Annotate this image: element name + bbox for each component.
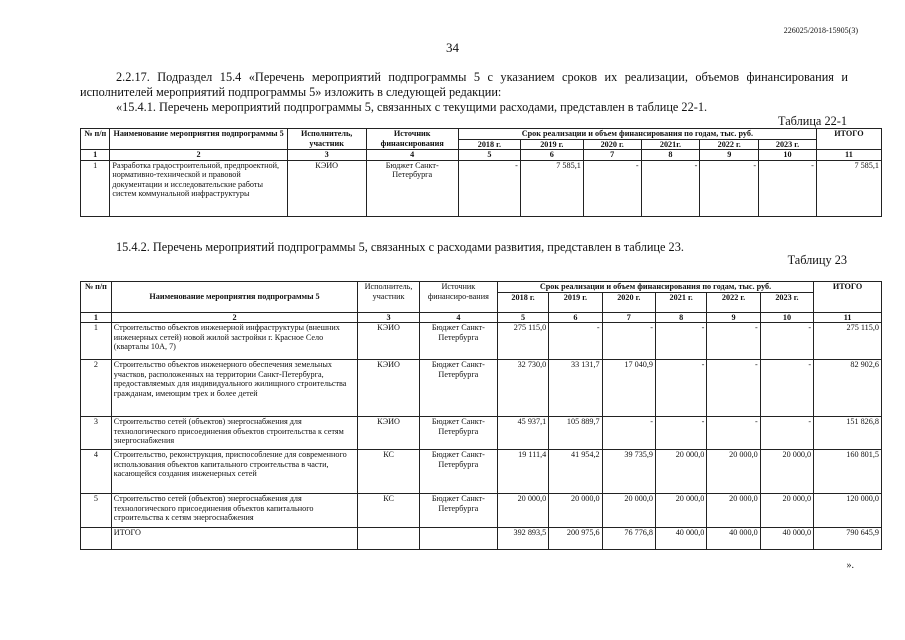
- column-number: 5: [458, 150, 520, 161]
- row-executor: КЭИО: [287, 160, 366, 216]
- row-num: 2: [81, 360, 112, 417]
- column-number: 4: [366, 150, 458, 161]
- row-value: 20 000,0: [656, 450, 707, 494]
- row-value: -: [458, 160, 520, 216]
- row-total: 160 801,5: [814, 450, 882, 494]
- row-value: -: [641, 160, 700, 216]
- table-header-row: [81, 129, 882, 140]
- column-number: 7: [583, 150, 641, 161]
- table-total-row: [81, 528, 882, 550]
- table-22-1: [80, 128, 882, 217]
- row-value: 7 585,1: [520, 160, 583, 216]
- total-label: ИТОГО: [111, 528, 357, 550]
- row-value: 20 000,0: [656, 494, 707, 528]
- row-value: 20 000,0: [760, 494, 813, 528]
- total-value: 40 000,0: [707, 528, 760, 550]
- table-row: [81, 417, 882, 450]
- row-value: 45 937,1: [497, 417, 548, 450]
- row-value: 20 000,0: [497, 494, 548, 528]
- table-23-caption: Таблицу 23: [787, 253, 847, 267]
- header-year: 2022 г.: [707, 292, 760, 312]
- header-executor: Исполнитель, участник: [358, 282, 420, 313]
- column-number: 11: [816, 150, 881, 161]
- row-value: -: [656, 417, 707, 450]
- column-number: 10: [759, 150, 817, 161]
- row-value: -: [656, 323, 707, 360]
- header-year: 2020 г.: [602, 292, 655, 312]
- row-total: 275 115,0: [814, 323, 882, 360]
- column-number: 7: [602, 312, 655, 323]
- row-value: 32 730,0: [497, 360, 548, 417]
- document-id: 226025/2018-15905(3): [783, 26, 858, 35]
- row-value: 20 000,0: [760, 450, 813, 494]
- header-source: Источник финансирования: [366, 129, 458, 150]
- row-num: 5: [81, 494, 112, 528]
- header-year: 2019 г.: [549, 292, 602, 312]
- row-source: Бюджет Санкт-Петербурга: [419, 360, 497, 417]
- row-total: 120 000,0: [814, 494, 882, 528]
- row-value: 275 115,0: [497, 323, 548, 360]
- header-name: Наименование мероприятия подпрограммы 5: [110, 129, 287, 150]
- total-executor: [358, 528, 420, 550]
- header-total: ИТОГО: [816, 129, 881, 150]
- column-number: 9: [707, 312, 760, 323]
- row-name: Строительство сетей (объектов) энергоснабжения для технологического присоединения объектов капитального строительства к сетям энергоснабжения: [111, 494, 357, 528]
- header-num: № п/п: [81, 129, 110, 150]
- row-total: 82 902,6: [814, 360, 882, 417]
- column-number: 11: [814, 312, 882, 323]
- row-value: -: [759, 160, 817, 216]
- row-executor: КС: [358, 494, 420, 528]
- table-row: [81, 323, 882, 360]
- row-value: -: [602, 417, 655, 450]
- row-total: 7 585,1: [816, 160, 881, 216]
- row-value: 33 131,7: [549, 360, 602, 417]
- total-grand: 790 645,9: [814, 528, 882, 550]
- header-year: 2018 г.: [497, 292, 548, 312]
- table-row: [81, 450, 882, 494]
- header-source: Источник финансиро-вания: [419, 282, 497, 313]
- row-name: Строительство объектов инженерного обеспечения земельных участков, расположенных на территории Санкт-Петербурга, предоставляемых для индивидуального жилищного строительства гражданам, имеющим трех и более детей: [111, 360, 357, 417]
- header-year: 2023 г.: [759, 139, 817, 150]
- row-source: Бюджет Санкт-Петербурга: [366, 160, 458, 216]
- table-row: [81, 160, 882, 216]
- row-source: Бюджет Санкт-Петербурга: [419, 450, 497, 494]
- column-number: 9: [700, 150, 759, 161]
- total-value: 200 975,6: [549, 528, 602, 550]
- row-source: Бюджет Санкт-Петербурга: [419, 494, 497, 528]
- column-number-row: [81, 312, 882, 323]
- header-year: 2020 г.: [583, 139, 641, 150]
- column-number: 4: [419, 312, 497, 323]
- row-value: 20 000,0: [707, 494, 760, 528]
- row-value: -: [760, 417, 813, 450]
- row-name: Строительство объектов инженерной инфраструктуры (внешних инженерных сетей) новой жилой застройки г. Красное Село (кварталы 10А, 7): [111, 323, 357, 360]
- header-year: 2019 г.: [520, 139, 583, 150]
- header-name: Наименование мероприятия подпрограммы 5: [111, 282, 357, 313]
- row-num: 4: [81, 450, 112, 494]
- row-total: 151 826,8: [814, 417, 882, 450]
- row-value: -: [602, 323, 655, 360]
- table-header-row: [81, 282, 882, 293]
- row-value: -: [700, 160, 759, 216]
- row-value: -: [549, 323, 602, 360]
- header-year: 2022 г.: [700, 139, 759, 150]
- row-name: Разработка градостроительной, предпроектной, нормативно-технической и правовой документации и исследовательские работы систем коммунальной инфраструктуры: [110, 160, 287, 216]
- column-number: 6: [520, 150, 583, 161]
- row-value: 20 000,0: [549, 494, 602, 528]
- total-value: 392 893,5: [497, 528, 548, 550]
- column-number: 6: [549, 312, 602, 323]
- header-period: Срок реализации и объем финансирования по годам, тыс. руб.: [497, 282, 813, 293]
- header-total: ИТОГО: [814, 282, 882, 313]
- row-executor: КЭИО: [358, 417, 420, 450]
- column-number: 2: [110, 150, 287, 161]
- row-name: Строительство, реконструкция, приспособление для современного использования объектов капитального строительства в части, касающейся создания инженерных сетей: [111, 450, 357, 494]
- header-year: 2021г.: [641, 139, 700, 150]
- total-value: 40 000,0: [656, 528, 707, 550]
- row-source: Бюджет Санкт-Петербурга: [419, 323, 497, 360]
- row-name: Строительство сетей (объектов) энергоснабжения для технологического присоединения объектов строительства к сетям энергоснабжения: [111, 417, 357, 450]
- row-value: -: [707, 323, 760, 360]
- row-executor: КЭИО: [358, 360, 420, 417]
- row-value: 41 954,2: [549, 450, 602, 494]
- column-number: 10: [760, 312, 813, 323]
- table-22-1-caption: Таблица 22-1: [778, 114, 847, 128]
- page-number: 34: [446, 40, 459, 55]
- header-executor: Исполнитель, участник: [287, 129, 366, 150]
- total-value: 76 776,8: [602, 528, 655, 550]
- column-number-row: [81, 150, 882, 161]
- header-year: 2021 г.: [656, 292, 707, 312]
- paragraph-15-4-1: «15.4.1. Перечень мероприятий подпрограммы 5, связанных с текущими расходами, представлен в таблице 22-1.: [116, 100, 708, 114]
- row-value: 17 040,9: [602, 360, 655, 417]
- row-value: -: [707, 360, 760, 417]
- header-num: № п/п: [81, 282, 112, 313]
- row-num: 3: [81, 417, 112, 450]
- column-number: 3: [287, 150, 366, 161]
- row-value: 20 000,0: [707, 450, 760, 494]
- row-executor: КС: [358, 450, 420, 494]
- row-executor: КЭИО: [358, 323, 420, 360]
- row-value: 19 111,4: [497, 450, 548, 494]
- row-num: 1: [81, 323, 112, 360]
- column-number: 5: [497, 312, 548, 323]
- total-value: 40 000,0: [760, 528, 813, 550]
- paragraph-2-2-17: 2.2.17. Подраздел 15.4 «Перечень мероприятий подпрограммы 5 с указанием сроков их реализации, объемов финансирования и исполнителей мероприятий подпрограммы 5» изложить в следующей редакции:: [80, 70, 848, 99]
- total-num: [81, 528, 112, 550]
- row-value: -: [656, 360, 707, 417]
- row-value: 39 735,9: [602, 450, 655, 494]
- row-value: 20 000,0: [602, 494, 655, 528]
- row-num: 1: [81, 160, 110, 216]
- row-value: -: [707, 417, 760, 450]
- closing-quote: ».: [846, 560, 854, 571]
- header-year: 2023 г.: [760, 292, 813, 312]
- column-number: 1: [81, 150, 110, 161]
- column-number: 8: [641, 150, 700, 161]
- column-number: 3: [358, 312, 420, 323]
- row-value: 105 889,7: [549, 417, 602, 450]
- paragraph-15-4-2: 15.4.2. Перечень мероприятий подпрограммы 5, связанных с расходами развития, представлен в таблице 23.: [116, 240, 684, 254]
- header-year: 2018 г.: [458, 139, 520, 150]
- row-source: Бюджет Санкт-Петербурга: [419, 417, 497, 450]
- header-period: Срок реализации и объем финансирования по годам, тыс. руб.: [458, 129, 816, 140]
- table-23: [80, 281, 882, 550]
- row-value: -: [760, 360, 813, 417]
- table-row: [81, 494, 882, 528]
- row-value: -: [760, 323, 813, 360]
- total-source: [419, 528, 497, 550]
- row-value: -: [583, 160, 641, 216]
- table-row: [81, 360, 882, 417]
- column-number: 1: [81, 312, 112, 323]
- column-number: 8: [656, 312, 707, 323]
- column-number: 2: [111, 312, 357, 323]
